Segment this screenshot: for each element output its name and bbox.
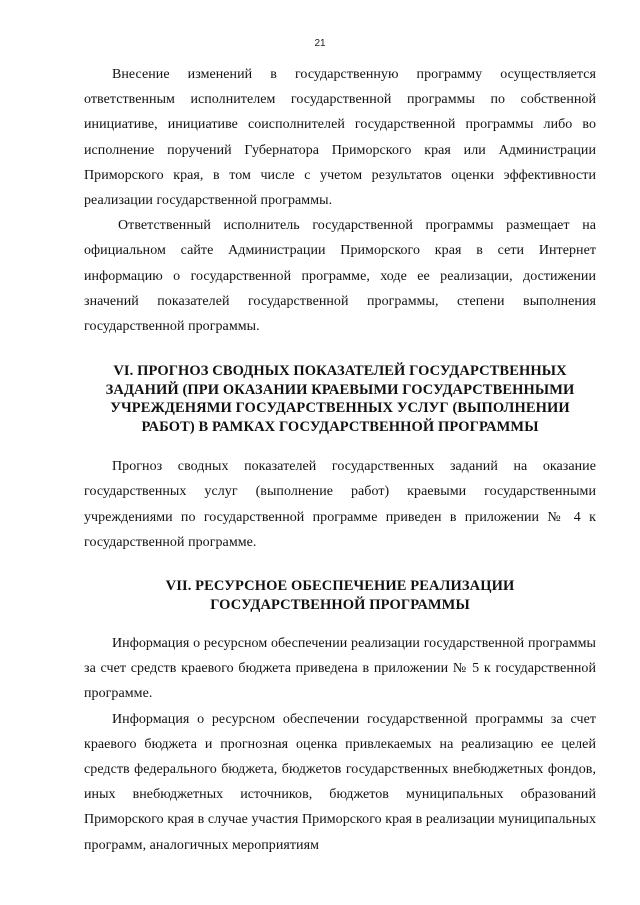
paragraph-section-7-forecast: Информация о ресурсном обеспечении государственной программы за счет краевого бюджета и прогнозная оценка привлекаемых на реализацию ее целей средств федерального бюджета, бюджетов государственных внебюджетных фондов, иных внебюджетных источников, бюджетов муниципальных образований Приморского края в случае участия Приморского края в реализации муниципальных программ, аналогичных мероприятиям <box>84 711 596 853</box>
paragraph-section-6: Прогноз сводных показателей государственных заданий на оказание государственных услуг (выполнение работ) краевыми государственными учреждениями по государственной программе приведен в приложении № 4 к государственной программе. <box>84 459 596 550</box>
section-6-heading-line: ЗАДАНИЙ (ПРИ ОКАЗАНИИ КРАЕВЫМИ ГОСУДАРСТВЕННЫМИ <box>105 381 575 398</box>
section-6-heading <box>84 362 596 436</box>
section-6-heading-line: РАБОТ) В РАМКАХ ГОСУДАРСТВЕННОЙ ПРОГРАММЫ <box>141 418 539 435</box>
page-number: 21 <box>314 38 326 49</box>
section-7-heading-line: VII. РЕСУРСНОЕ ОБЕСПЕЧЕНИЕ РЕАЛИЗАЦИИ <box>165 578 515 595</box>
page-content <box>84 62 596 858</box>
section-6-heading-line: УЧРЕЖДЕНЯМИ ГОСУДАРСТВЕННЫХ УСЛУГ (ВЫПОЛНЕНИИ <box>110 400 570 417</box>
section-6-heading-line: VI. ПРОГНОЗ СВОДНЫХ ПОКАЗАТЕЛЕЙ ГОСУДАРСТВЕННЫХ <box>113 363 567 380</box>
paragraph-publication: Ответственный исполнитель государственной программы размещает на официальном сайте Администрации Приморского края в сети Интернет информацию о государственной программе, ходе ее реализации, достижении значений показателей государственной программы, степени выполнения государственной программы. <box>84 218 596 335</box>
paragraph-section-7-regional-budget: Информация о ресурсном обеспечении реализации государственной программы за счет средств краевого бюджета приведена в приложении № 5 к государственной программе. <box>84 636 596 702</box>
section-7-heading-line: ГОСУДАРСТВЕННОЙ ПРОГРАММЫ <box>210 596 470 613</box>
paragraph-amendments: Внесение изменений в государственную программу осуществляется ответственным исполнителем государственной программы по собственной инициативе, инициативе соисполнителей государственной программы либо во исполнение поручений Губернатора Приморского края или Администрации Приморского края, в том числе с учетом результатов оценки эффективности реализации государственной программы. <box>84 67 596 209</box>
section-7-heading <box>84 577 596 614</box>
